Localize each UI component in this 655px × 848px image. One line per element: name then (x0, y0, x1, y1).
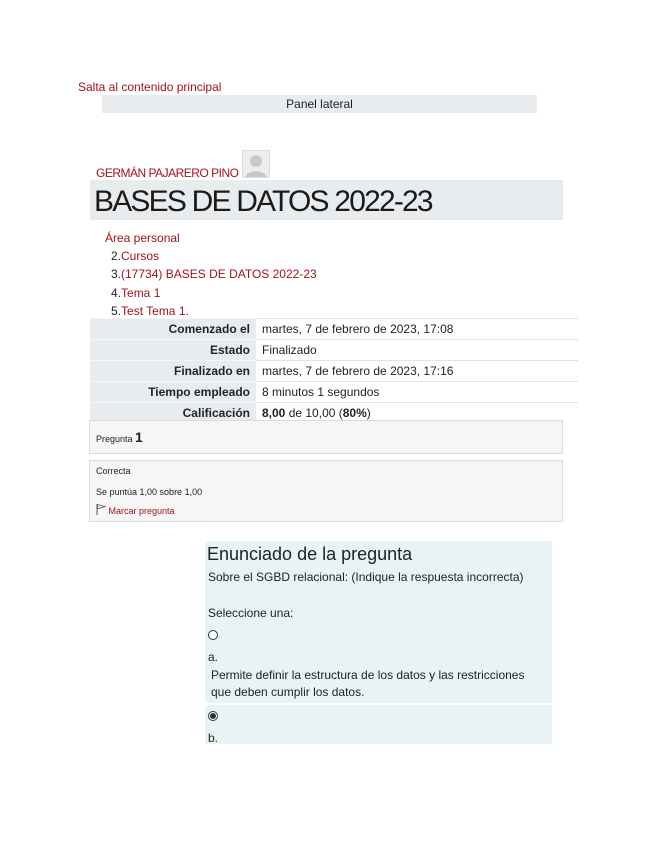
table-row (90, 319, 578, 340)
summary-value: martes, 7 de febrero de 2023, 17:08 (256, 319, 578, 340)
question-text: Sobre el SGBD relacional: (Indique la respuesta incorrecta) (208, 570, 524, 584)
option-b-highlight (205, 705, 552, 744)
option-b-letter: b. (208, 731, 219, 745)
breadcrumb-link-tema[interactable]: Tema 1 (121, 286, 161, 300)
breadcrumb-home[interactable]: Área personal (105, 231, 180, 245)
grade-percent: 80% (342, 406, 367, 420)
summary-label: Tiempo empleado (90, 382, 256, 403)
breadcrumb-item (111, 249, 159, 263)
summary-value: Finalizado (256, 340, 578, 361)
table-row (90, 382, 578, 403)
question-heading: Enunciado de la pregunta (207, 544, 413, 564)
user-name-link[interactable]: GERMÁN PAJARERO PINO (96, 166, 239, 180)
flag-question-label: Marcar pregunta (108, 506, 175, 516)
question-number-box (89, 420, 563, 454)
table-row (90, 361, 578, 382)
breadcrumb-item (111, 267, 317, 281)
option-a-letter: a. (208, 650, 219, 664)
option-a-text-line1[interactable]: Permite definir la estructura de los datos y las restricciones (211, 668, 525, 682)
breadcrumb-number: 5. (111, 304, 122, 318)
avatar[interactable] (242, 150, 270, 178)
summary-label: Comenzado el (90, 319, 256, 340)
question-mark: Se puntúa 1,00 sobre 1,00 (96, 487, 203, 497)
question-number-value: 1 (135, 429, 143, 445)
side-panel-toggle[interactable]: Panel lateral (102, 95, 537, 113)
question-state: Correcta (96, 466, 131, 476)
question-info-box (89, 460, 563, 522)
grade-score: 8,00 (262, 406, 286, 420)
question-label: Pregunta (96, 434, 133, 444)
user-silhouette-icon (243, 151, 269, 177)
question-number (96, 429, 143, 445)
breadcrumb-link-test[interactable]: Test Tema 1. (121, 304, 189, 318)
grade-close: ) (366, 406, 371, 420)
breadcrumb-number: 3. (111, 267, 122, 281)
summary-label: Finalizado en (90, 361, 256, 382)
answer-prompt: Seleccione una: (208, 606, 294, 620)
grade-of: de 10,00 ( (288, 406, 343, 420)
breadcrumb-item (111, 286, 160, 300)
summary-label: Estado (90, 340, 256, 361)
skip-to-content-link[interactable]: Salta al contenido principal (78, 80, 222, 94)
breadcrumb-number: 2. (111, 249, 122, 263)
attempt-summary-table (90, 318, 578, 423)
breadcrumb-number: 4. (111, 286, 122, 300)
breadcrumb-item (111, 304, 189, 318)
flag-question-button[interactable] (96, 504, 175, 516)
page-title: BASES DE DATOS 2022-23 (94, 185, 432, 218)
flag-icon (96, 504, 106, 515)
summary-value: martes, 7 de febrero de 2023, 17:16 (256, 361, 578, 382)
option-a-radio[interactable] (208, 630, 218, 640)
option-b-radio[interactable] (208, 711, 218, 721)
option-a-text-line2[interactable]: que deben cumplir los datos. (211, 685, 365, 699)
breadcrumb-link-cursos[interactable]: Cursos (121, 249, 160, 263)
summary-label: Calificación (90, 403, 256, 424)
table-row (90, 340, 578, 361)
breadcrumb-link-course[interactable]: (17734) BASES DE DATOS 2022-23 (121, 267, 317, 281)
summary-value: 8 minutos 1 segundos (256, 382, 578, 403)
